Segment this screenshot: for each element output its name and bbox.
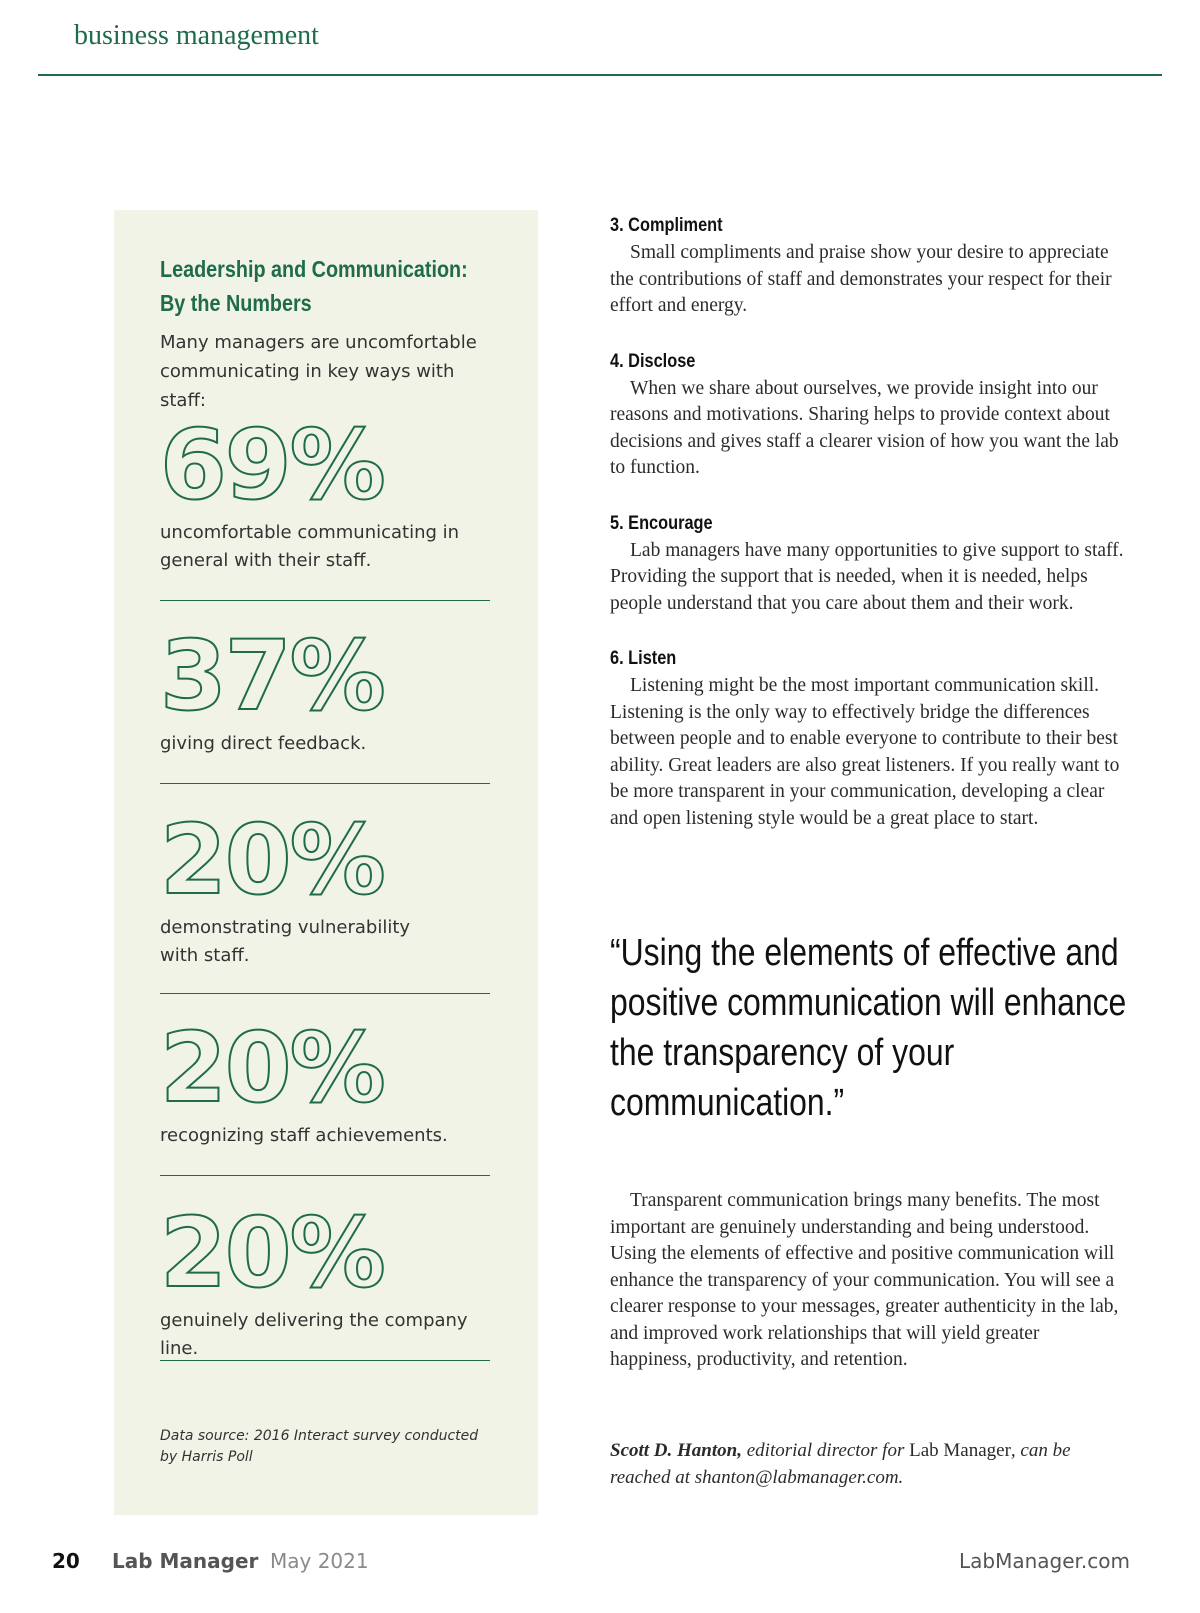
tip-heading: 4. Disclose — [610, 350, 696, 372]
data-source-note: Data source: 2016 Interact survey conducted by Harris Poll — [160, 1428, 479, 1465]
stat-divider — [160, 783, 490, 784]
stat-item — [160, 409, 490, 575]
issue-date: May 2021 — [270, 1549, 369, 1573]
stat-value: 20% — [160, 804, 384, 916]
tip-heading: 3. Compliment — [610, 215, 723, 236]
stat-item — [160, 804, 490, 970]
tip-body: Listening might be the most important communication skill. Listening is the only way to effectively bridge the differences between people and to enable everyone to contribute to their best ability. Great leaders are also great listeners. If you really want to be more transparent in your communication, developing a clear and open listening style would be a great place to start. — [610, 675, 1120, 829]
pull-quote: “Using the elements of effective and positive communication will enhance the transparency of your communication.” — [610, 932, 1127, 1124]
author-contact: , can be reached at shanton@labmanager.com. — [610, 1440, 1071, 1488]
stat-description: recognizing staff achievements. — [160, 1125, 448, 1146]
stat-description: demonstrating vulnerability with staff. — [160, 917, 411, 966]
tip-compliment — [610, 212, 1130, 320]
sidebar-title — [160, 252, 468, 320]
stat-value: 20% — [160, 1012, 384, 1124]
sidebar-intro: Many managers are uncomfortable communicating in key ways with staff: — [160, 332, 477, 411]
stat-divider — [160, 600, 490, 601]
tip-listen — [610, 645, 1130, 832]
stat-divider — [160, 993, 490, 994]
author-role: editorial director for — [741, 1440, 910, 1461]
stat-description: genuinely delivering the company line. — [160, 1310, 468, 1359]
author-bio — [610, 1438, 1122, 1491]
page-footer — [0, 1546, 1200, 1576]
website-link[interactable]: LabManager.com — [959, 1549, 1130, 1573]
stats-sidebar — [114, 210, 538, 1515]
magazine-name: Lab Manager — [112, 1549, 259, 1573]
publication-name: Lab Manager — [909, 1440, 1011, 1461]
sidebar-title-line2: By the Numbers — [160, 290, 312, 316]
stat-value: 69% — [160, 409, 384, 521]
tip-body: When we share about ourselves, we provide insight into our reasons and motivations. Sharing helps to provide context about decisions and gives staff a clearer vision of how you want the lab to function. — [610, 377, 1119, 478]
closing-paragraph: Transparent communication brings many benefits. The most important are genuinely understanding and being understood. Using the elements of effective and positive communication will enhance the transparency of your communication. You will see a clearer response to your messages, greater authenticity in the lab, and improved work relationships that will yield greater happiness, productivity, and retention. — [610, 1190, 1119, 1370]
stat-divider — [160, 1175, 490, 1176]
article-column — [610, 212, 1130, 860]
tip-heading: 6. Listen — [610, 648, 677, 669]
page-number: 20 — [52, 1549, 80, 1573]
tip-body: Small compliments and praise show your desire to appreciate the contributions of staff and demonstrates your respect for their effort and energy. — [610, 242, 1112, 316]
tip-body: Lab managers have many opportunities to give support to staff. Providing the support that is needed, when it is needed, helps people understand that you care about them and their work. — [610, 539, 1124, 614]
stat-item — [160, 1012, 490, 1150]
stat-description: uncomfortable communicating in general with their staff. — [160, 522, 460, 571]
author-name: Scott D. Hanton, — [610, 1440, 742, 1461]
header-rule — [38, 74, 1162, 76]
section-label: business management — [74, 20, 319, 51]
stat-value: 20% — [160, 1197, 384, 1309]
stat-item — [160, 1197, 490, 1363]
tip-heading: 5. Encourage — [610, 512, 713, 534]
stat-value: 37% — [160, 620, 384, 732]
stat-divider — [160, 1360, 490, 1361]
stat-item — [160, 620, 490, 758]
tip-disclose — [610, 348, 1130, 482]
stat-description: giving direct feedback. — [160, 733, 367, 754]
tip-encourage — [610, 510, 1130, 618]
sidebar-title-line1: Leadership and Communication: — [160, 256, 468, 282]
